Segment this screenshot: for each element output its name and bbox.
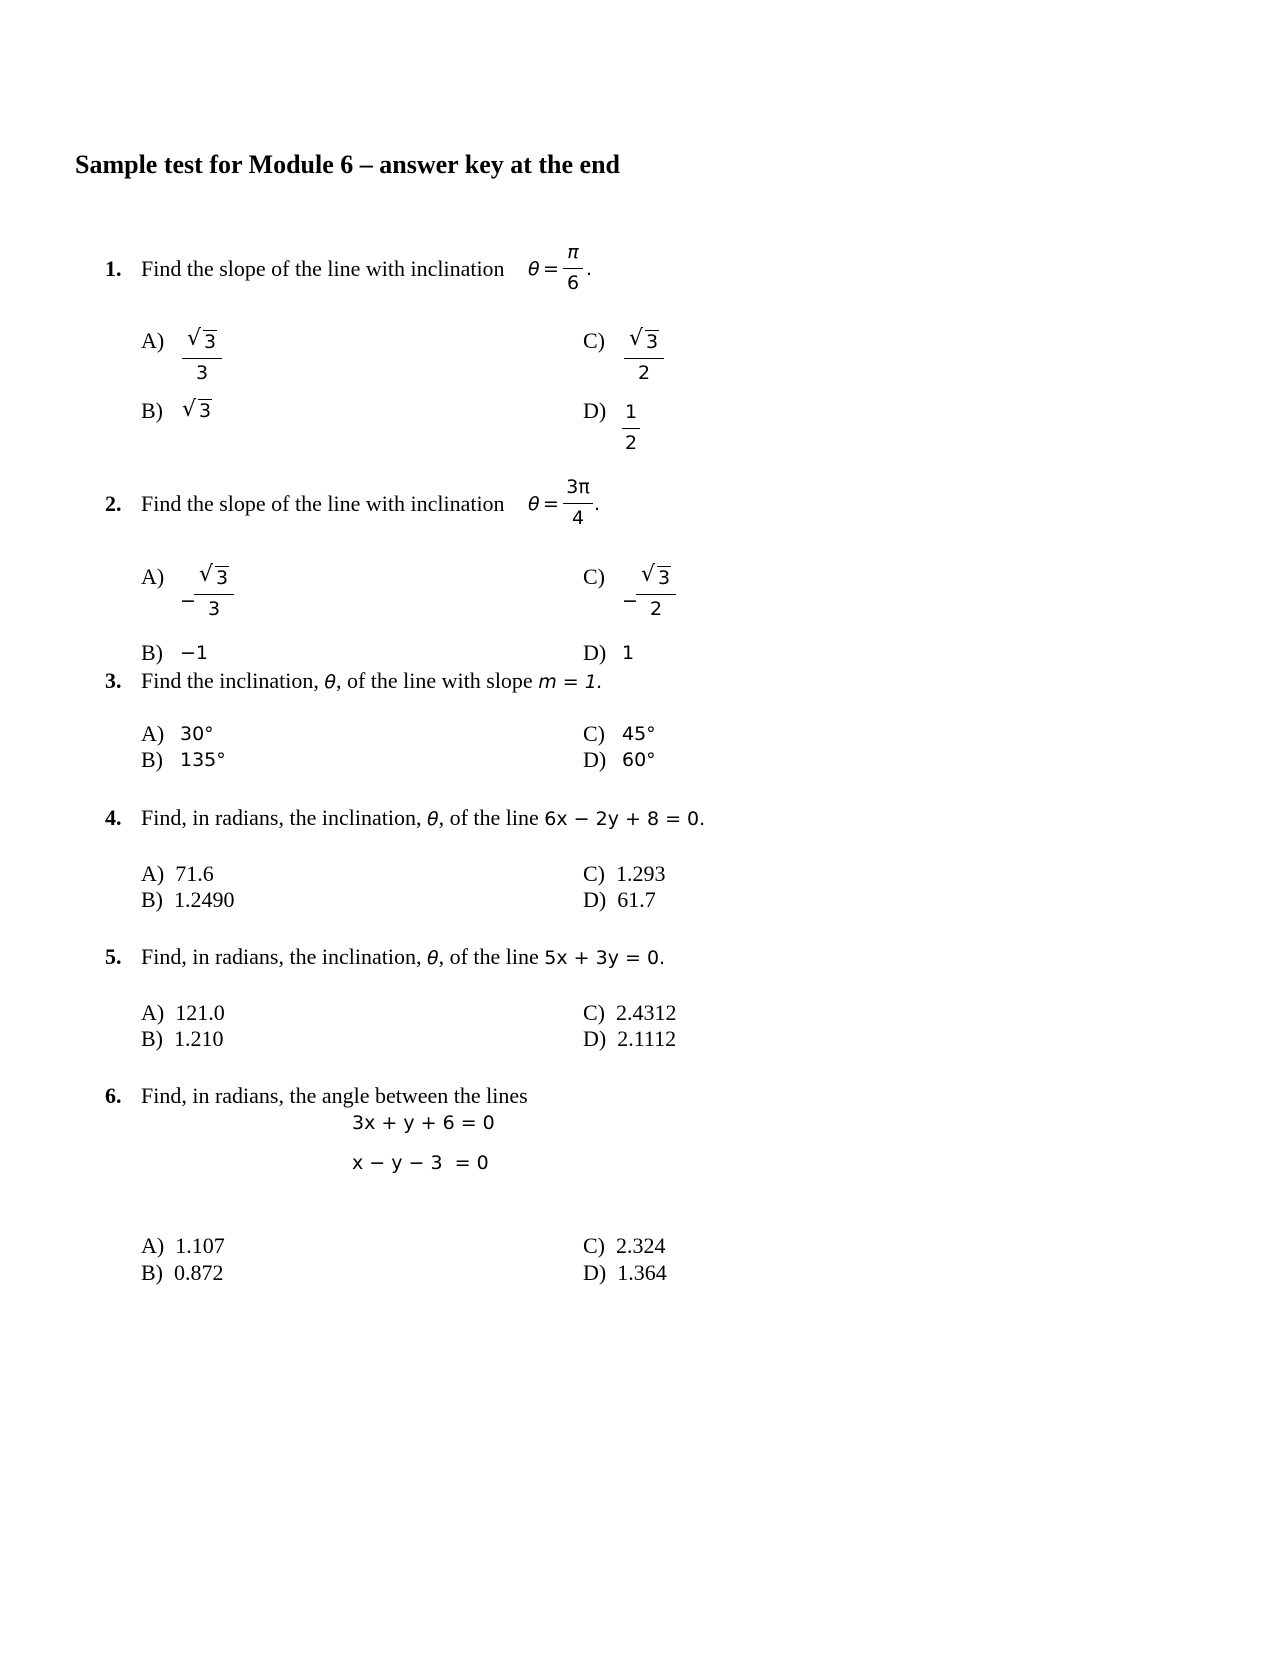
minus-sign: − <box>180 590 196 612</box>
choice-d <box>583 1026 676 1052</box>
slope-value: m = 1. <box>538 671 603 693</box>
choice-c-value: √ 3 2 <box>636 566 676 621</box>
choice-d-label: D) <box>583 1026 607 1051</box>
radicand: 3 <box>203 331 217 353</box>
question-text <box>141 668 603 694</box>
question-number: 5. <box>105 944 122 969</box>
question-text <box>141 805 705 831</box>
fraction-numerator: 3π <box>566 476 590 498</box>
choice-a-label: A) <box>141 1000 165 1025</box>
choice-b-value: 1.210 <box>174 1026 224 1051</box>
choice-c <box>583 1233 666 1259</box>
choice-a-value: 121.0 <box>175 1000 225 1025</box>
inclination-fraction <box>563 475 593 530</box>
question-number: 1. <box>105 256 122 281</box>
choice-c <box>583 861 666 887</box>
choice-b-value: 1.2490 <box>174 887 235 912</box>
choice-d-value: 2.1112 <box>617 1026 677 1051</box>
choice-a-value: √ 3 3 <box>194 566 234 621</box>
inclination-fraction <box>563 240 583 295</box>
period: . <box>586 258 593 280</box>
choice-d-value: 60° <box>622 749 656 771</box>
line-equation-2: x − y − 3 = 0 <box>352 1152 489 1174</box>
choice-c-value: 2.4312 <box>616 1000 677 1025</box>
minus-sign: − <box>622 590 638 612</box>
theta-symbol: θ <box>426 947 439 969</box>
choice-a <box>141 1000 225 1026</box>
question-text: Find the slope of the line with inclination <box>141 491 505 516</box>
choice-b-label: B) <box>141 747 163 772</box>
equals-sign: = <box>543 493 559 515</box>
page-title: Sample test for Module 6 – answer key at the end <box>75 150 621 179</box>
choice-b-label: B) <box>141 1026 163 1051</box>
choice-c-label: C) <box>583 1000 605 1025</box>
theta-symbol: θ <box>528 258 540 280</box>
choice-c-label: C) <box>583 1233 605 1258</box>
choice-c <box>583 1000 677 1026</box>
line-equation: 6x − 2y + 8 = 0. <box>544 808 706 830</box>
choice-b-value: √ 3 <box>182 397 212 422</box>
choice-a <box>141 1233 225 1259</box>
choice-c-label: C) <box>583 564 605 589</box>
choice-c-value: 1.293 <box>616 861 666 886</box>
choice-d-value: 61.7 <box>617 887 656 912</box>
period: . <box>594 493 601 515</box>
choice-d-value <box>622 400 640 455</box>
radicand: 3 <box>199 400 212 422</box>
line-equation-1: 3x + y + 6 = 0 <box>352 1112 495 1134</box>
question-number: 4. <box>105 805 122 830</box>
text-after: , of the line <box>438 944 539 969</box>
choice-b-value: 0.872 <box>174 1260 224 1285</box>
choice-c-label: C) <box>583 861 605 886</box>
choice-d-value: 1.364 <box>617 1260 667 1285</box>
fraction-denominator: 2 <box>637 362 651 384</box>
fraction-numerator: 1 <box>624 401 638 423</box>
choice-c-value: 45° <box>622 723 656 745</box>
line-equation: 5x + 3y = 0. <box>544 947 666 969</box>
question-number: 3. <box>105 668 122 693</box>
choice-a-value: 30° <box>180 723 214 745</box>
choice-d <box>583 1260 667 1286</box>
choice-b <box>141 1026 224 1052</box>
choice-c-label: C) <box>583 721 605 746</box>
choice-a-label: A) <box>141 564 165 589</box>
choice-d-label: D) <box>583 747 607 772</box>
text-before: Find, in radians, the inclination, <box>141 805 422 830</box>
text-after: , of the line <box>438 805 539 830</box>
text-after: , of the line with slope <box>335 668 533 693</box>
choice-c-value: 2.324 <box>616 1233 666 1258</box>
choice-c-value: √ 3 2 <box>624 330 664 385</box>
choice-a <box>141 861 214 887</box>
choice-d-label: D) <box>583 640 607 665</box>
choice-a-label: A) <box>141 328 165 353</box>
radicand: 3 <box>645 331 659 353</box>
choice-b-label: B) <box>141 1260 163 1285</box>
theta-symbol: θ <box>528 493 540 515</box>
choice-d-label: D) <box>583 398 607 423</box>
choice-b-label: B) <box>141 640 163 665</box>
choice-b-label: B) <box>141 887 163 912</box>
choice-b-label: B) <box>141 398 163 423</box>
choice-a-value: √ 3 3 <box>182 330 222 385</box>
choice-d <box>583 887 656 913</box>
fraction-denominator: 6 <box>566 272 580 294</box>
fraction-bar <box>563 268 583 269</box>
fraction-denominator: 3 <box>195 362 209 384</box>
choice-a-value: 1.107 <box>175 1233 225 1258</box>
theta-symbol: θ <box>426 808 439 830</box>
choice-c-label: C) <box>583 328 605 353</box>
choice-d-label: D) <box>583 1260 607 1285</box>
choice-b <box>141 887 235 913</box>
question-text <box>141 944 665 970</box>
text-before: Find the inclination, <box>141 668 319 693</box>
fraction-denominator: 3 <box>207 598 221 620</box>
question-text: Find, in radians, the angle between the lines <box>141 1083 528 1108</box>
choice-d-value: 1 <box>622 642 635 664</box>
radicand: 3 <box>215 567 229 589</box>
radicand: 3 <box>657 567 671 589</box>
choice-a-value: 71.6 <box>175 861 214 886</box>
text-before: Find, in radians, the inclination, <box>141 944 422 969</box>
theta-symbol: θ <box>324 671 336 693</box>
fraction-denominator: 4 <box>571 507 585 529</box>
choice-b-value: −1 <box>180 642 209 664</box>
choice-b <box>141 1260 224 1286</box>
equals-sign: = <box>543 258 559 280</box>
question-number: 2. <box>105 491 122 516</box>
fraction-numerator: π <box>567 241 579 263</box>
fraction-denominator: 2 <box>624 432 638 454</box>
question-number: 6. <box>105 1083 122 1108</box>
choice-b-value: 135° <box>180 749 226 771</box>
fraction-denominator: 2 <box>649 598 663 620</box>
question-text: Find the slope of the line with inclination <box>141 256 505 281</box>
choice-a-label: A) <box>141 861 165 886</box>
choice-a-label: A) <box>141 1233 165 1258</box>
choice-a-label: A) <box>141 721 165 746</box>
choice-d-label: D) <box>583 887 607 912</box>
